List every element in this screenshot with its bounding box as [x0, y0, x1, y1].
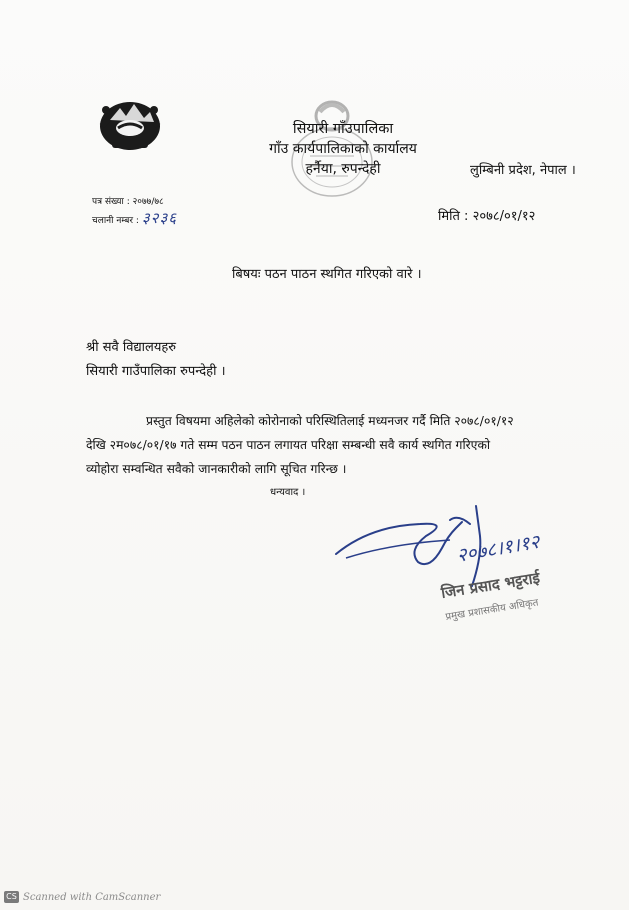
scanner-watermark — [4, 891, 160, 903]
dispatch-number: ३२३६ — [141, 209, 178, 227]
body-line-3: व्योहोरा सम्वन्धित सवैको जानकारीको लागि सूचित गरिन्छ । — [86, 462, 347, 476]
dispatch-label: चलानी नम्बर : — [92, 216, 139, 226]
letterhead — [248, 119, 438, 179]
organization-name: सियारी गाँउपालिका — [292, 121, 394, 137]
subject-line: बिषयः पठन पाठन स्थगित गरिएको वारे । — [232, 267, 422, 282]
scanner-watermark-text: Scanned with CamScanner — [23, 891, 161, 903]
province-label: लुम्बिनी प्रदेश, नेपाल । — [470, 163, 576, 178]
letter-body — [86, 409, 606, 481]
fiscal-year-ref: पत्र संख्या : २०७७/७८ — [92, 197, 164, 207]
official-title-stamp: प्रमुख प्रशासकीय अधिकृत — [444, 597, 540, 623]
reference-block — [92, 194, 177, 229]
camscanner-icon: CS — [4, 891, 19, 903]
office-location: हर्नैया, रुपन्देही — [305, 161, 381, 177]
addressee-line-2: सियारी गाउँपालिका रुपन्देही । — [86, 364, 226, 379]
official-name-stamp: जिन प्रसाद भट्टराई — [439, 568, 541, 602]
addressee-block — [86, 336, 226, 384]
letter-date: मिति : २०७८/०१/१२ — [438, 209, 536, 224]
office-name: गाँउ कार्यपालिकाको कार्यालय — [269, 141, 417, 157]
handwritten-signature — [330, 496, 610, 636]
nepal-emblem-logo — [96, 90, 164, 154]
body-line-1: प्रस्तुत विषयमा अहिलेको कोरोनाको परिस्थितिलाई मध्यनजर गर्दै मिति २०७८/०१/१२ — [146, 414, 514, 428]
body-line-2: देखि २म०७८/०१/१७ गते सम्म पठन पाठन लगायत परिक्षा सम्बन्धी सवै कार्य स्थगित गरिएको — [86, 438, 491, 452]
closing-thanks: धन्यवाद । — [270, 487, 306, 498]
addressee-line-1: श्री सवै विद्यालयहरु — [86, 340, 177, 355]
signature-date: २०७८।१।१२ — [455, 530, 542, 567]
dispatch-ref — [92, 210, 177, 229]
